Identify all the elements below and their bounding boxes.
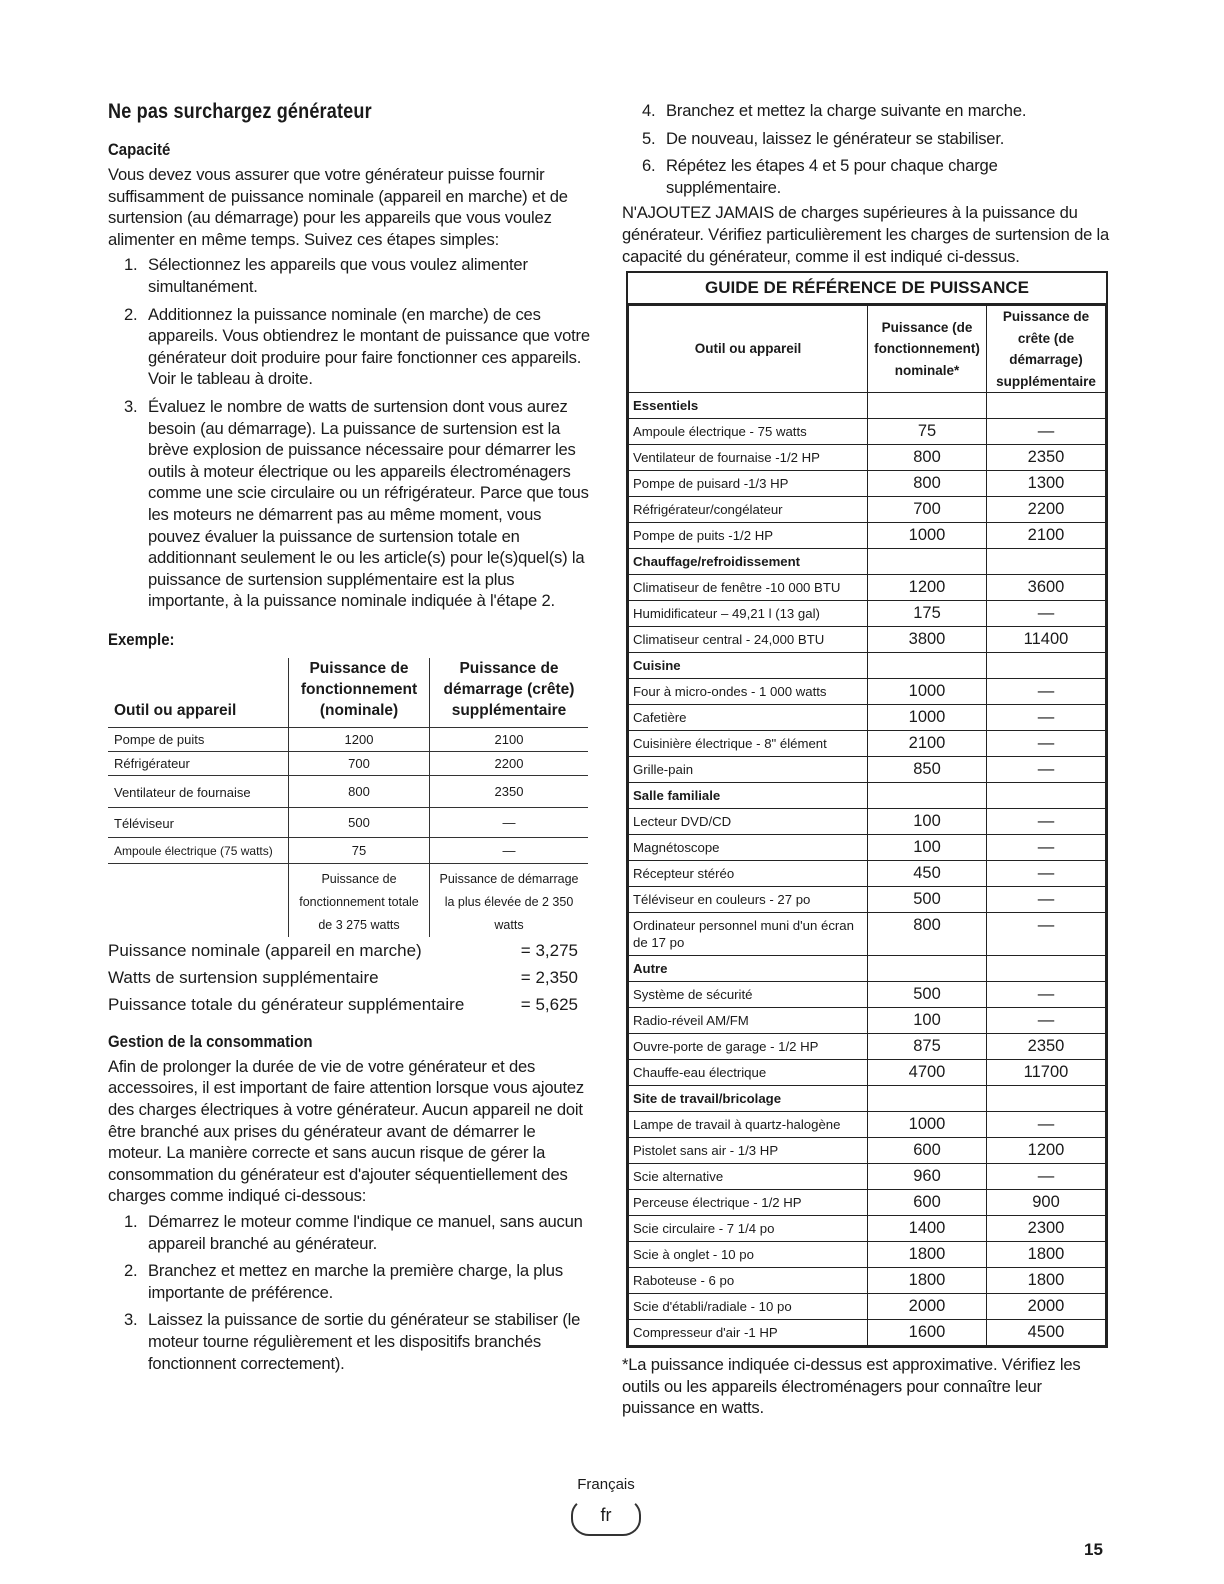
table-header: Puissance de fonctionnement (nominale)	[289, 658, 430, 728]
table-row: Humidificateur – 49,21 l (13 gal) 175 —	[629, 601, 1106, 627]
table-row: Four à micro-ondes - 1 000 watts 1000 —	[629, 679, 1106, 705]
table-row: Cafetière 1000 —	[629, 705, 1106, 731]
table-row: Pompe de puits 1200 2100	[108, 727, 588, 751]
list-item: 3. Laissez la puissance de sortie du générateur se stabiliser (le moteur tourne régulièrement et les dispositifs branchés fonctionnent correctement).	[124, 1310, 581, 1373]
warning-text: N'AJOUTEZ JAMAIS de charges supérieures à la puissance du générateur. Vérifiez particulièrement les charges de surtension de la capacité du générateur, comme il est indiqué ci-dessus.	[622, 203, 1110, 266]
capacite-intro: Vous devez vous assurer que votre générateur puisse fournir suffisamment de puissance nominale (appareil en marche) et de surtension (au démarrage) pour les appareils que vous voulez alimenter en même temps. Suivez ces étapes simples:	[108, 165, 568, 249]
table-row: Cuisinière électrique - 8" élément 2100 —	[629, 731, 1106, 757]
exemple-heading: Exemple:	[108, 629, 175, 649]
list-item: 6. Répétez les étapes 4 et 5 pour chaque charge supplémentaire.	[642, 156, 998, 197]
page-number: 15	[1084, 1540, 1103, 1559]
table-row: Scie alternative 960 —	[629, 1164, 1106, 1190]
gestion-steps-continued	[622, 100, 1110, 198]
sum-row: Watts de surtension supplémentaire = 2,350	[108, 967, 578, 987]
table-row: Ouvre-porte de garage - 1/2 HP 875 2350	[629, 1034, 1106, 1060]
right-column	[622, 100, 1110, 1419]
category-row: Site de travail/bricolage	[629, 1086, 1106, 1112]
table-row: Climatiseur de fenêtre -10 000 BTU 1200 3600	[629, 575, 1106, 601]
table-row: Climatiseur central - 24,000 BTU 3800 11400	[629, 627, 1106, 653]
table-header: Outil ou appareil	[629, 306, 868, 393]
table-header: Puissance de crête (de démarrage) supplémentaire	[987, 306, 1106, 393]
footnote: *La puissance indiquée ci-dessus est approximative. Vérifiez les outils ou les appareils électroménagers pour connaître leur puissance en watts.	[622, 1355, 1081, 1418]
gestion-steps	[108, 1211, 590, 1374]
capacite-heading: Capacité	[108, 140, 171, 159]
table-row: Ordinateur personnel muni d'un écran de 17 po 800 —	[629, 913, 1106, 956]
table-row: Raboteuse - 6 po 1800 1800	[629, 1268, 1106, 1294]
table-row: Scie à onglet - 10 po 1800 1800	[629, 1242, 1106, 1268]
capacite-steps	[108, 254, 590, 612]
left-column	[108, 100, 590, 1380]
sum-row: Puissance nominale (appareil en marche) = 3,275	[108, 940, 578, 960]
table-row: Pompe de puisard -1/3 HP 800 1300	[629, 471, 1106, 497]
sum-row: Puissance totale du générateur supplémentaire = 5,625	[108, 994, 578, 1014]
list-item: 1. Sélectionnez les appareils que vous voulez alimenter simultanément.	[124, 255, 528, 296]
list-item: 5. De nouveau, laissez le générateur se stabiliser.	[642, 128, 1005, 148]
table-row: Ampoule électrique - 75 watts 75 —	[629, 419, 1106, 445]
category-row: Cuisine	[629, 653, 1106, 679]
table-row: Téléviseur en couleurs - 27 po 500 —	[629, 887, 1106, 913]
highest-start-note: Puissance de démarrage la plus élevée de 2 350 watts	[430, 863, 589, 937]
category-row: Chauffage/refroidissement	[629, 549, 1106, 575]
table-row: Ventilateur de fournaise 800 2350	[108, 775, 588, 807]
gestion-intro: Afin de prolonger la durée de vie de votre générateur et des accessoires, il est important de faire attention lorsque vous ajoutez des charges électriques à votre générateur. Aucun appareil ne doit être branché aux prises du générateur avant de démarrer le moteur. La manière correcte et sans aucun risque de gérer la consommation du générateur est d'ajouter séquentiellement des charges comme indiqué ci-dessous:	[108, 1056, 584, 1206]
reference-title: GUIDE DE RÉFÉRENCE DE PUISSANCE	[628, 273, 1106, 305]
language-badge: fr	[571, 1498, 641, 1536]
gestion-heading: Gestion de la consommation	[108, 1031, 313, 1051]
table-row	[108, 863, 588, 937]
category-row: Autre	[629, 956, 1106, 982]
example-table	[108, 658, 588, 937]
table-row: Récepteur stéréo 450 —	[629, 861, 1106, 887]
table-row: Magnétoscope 100 —	[629, 835, 1106, 861]
list-item: 3. Évaluez le nombre de watts de surtension dont vous aurez besoin (au démarrage). La puissance de surtension est la brève explosion de puissance nécessaire pour démarrer les outils à moteur électrique ou les appareils électroménagers comme une scie circulaire ou un réfrigérateur. Parce que tous les moteurs ne démarrent pas au même moment, vous pouvez évaluer la puissance de surtension totale en additionnant seulement le ou les article(s) pour le(s)quel(s) la puissance de surtension supplémentaire est la plus importante, à la puissance nominale indiquée à l'étape 2.	[124, 396, 589, 611]
table-row: Réfrigérateur/congélateur 700 2200	[629, 497, 1106, 523]
table-row: Téléviseur 500 —	[108, 807, 588, 837]
list-item: 2. Additionnez la puissance nominale (en marche) de ces appareils. Vous obtiendrez le montant de puissance que votre générateur doit produire pour faire fonctionner ces appareils. Voir le tableau à droite.	[124, 304, 590, 389]
reference-table	[628, 305, 1106, 1346]
power-reference-guide	[626, 271, 1108, 1348]
language-label: Français	[577, 1476, 635, 1493]
table-header: Puissance (de fonctionnement) nominale*	[868, 306, 987, 393]
category-row: Essentiels	[629, 393, 1106, 419]
table-row: Grille-pain 850 —	[629, 757, 1106, 783]
table-row: Compresseur d'air -1 HP 1600 4500	[629, 1320, 1106, 1346]
table-row: Pompe de puits -1/2 HP 1000 2100	[629, 523, 1106, 549]
table-row: Ampoule électrique (75 watts) 75 —	[108, 837, 588, 863]
table-row: Chauffe-eau électrique 4700 11700	[629, 1060, 1106, 1086]
list-item: 2. Branchez et mettez en marche la première charge, la plus importante de préférence.	[124, 1261, 563, 1302]
table-row: Scie circulaire - 7 1/4 po 1400 2300	[629, 1216, 1106, 1242]
total-running-note: Puissance de fonctionnement totale de 3 275 watts	[289, 863, 430, 937]
table-row: Réfrigérateur 700 2200	[108, 751, 588, 775]
list-item: 1. Démarrez le moteur comme l'indique ce manuel, sans aucun appareil branché au générateur.	[124, 1212, 583, 1253]
table-row: Système de sécurité 500 —	[629, 982, 1106, 1008]
list-item: 4. Branchez et mettez la charge suivante en marche.	[642, 101, 1027, 120]
page-title: Ne pas surchargez générateur	[108, 100, 372, 123]
category-row: Salle familiale	[629, 783, 1106, 809]
table-header: Puissance de démarrage (crête) supplémentaire	[430, 658, 589, 728]
table-row: Perceuse électrique - 1/2 HP 600 900	[629, 1190, 1106, 1216]
table-row: Lecteur DVD/CD 100 —	[629, 809, 1106, 835]
table-row: Lampe de travail à quartz-halogène 1000 —	[629, 1112, 1106, 1138]
table-header: Outil ou appareil	[114, 701, 237, 719]
table-row: Scie d'établi/radiale - 10 po 2000 2000	[629, 1294, 1106, 1320]
table-row: Pistolet sans air - 1/3 HP 600 1200	[629, 1138, 1106, 1164]
table-row: Radio-réveil AM/FM 100 —	[629, 1008, 1106, 1034]
table-row: Ventilateur de fournaise -1/2 HP 800 2350	[629, 445, 1106, 471]
